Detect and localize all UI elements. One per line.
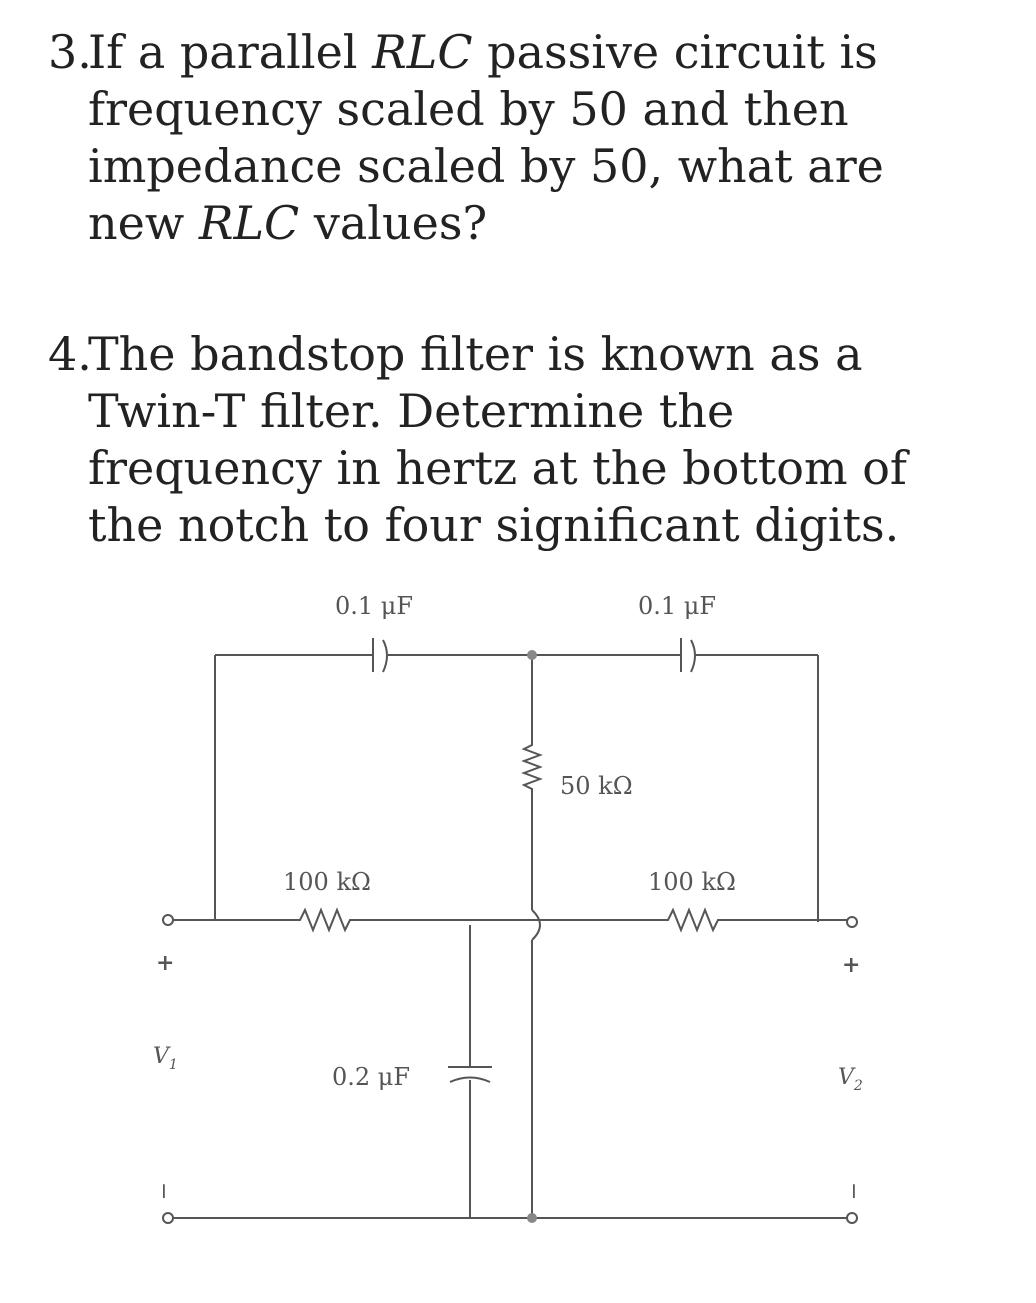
- label-res-right: 100 kΩ: [648, 868, 736, 896]
- question-4: [48, 326, 1008, 554]
- junction-dot: [527, 650, 537, 660]
- question-3: [48, 24, 1008, 252]
- label-v1: [153, 1044, 178, 1073]
- question-3-line-1: [48, 24, 1008, 81]
- label-v2: [838, 1065, 863, 1094]
- question-4-number: 4.: [48, 327, 92, 381]
- question-3-line-3: impedance scaled by 50, what are: [88, 139, 884, 193]
- label-cap-bottom: 0.2 μF: [332, 1063, 411, 1091]
- question-4-line-4: the notch to four significant digits.: [88, 498, 900, 552]
- label-cap-top-left: 0.1 μF: [335, 592, 414, 620]
- wire-crossover: [532, 910, 540, 940]
- twin-t-circuit-diagram: [0, 570, 1036, 1303]
- rlc-term: RLC: [198, 196, 300, 250]
- question-3-number: 3.: [48, 25, 92, 79]
- question-4-line-2: Twin-T filter. Determine the: [88, 384, 735, 438]
- cap-plate-curved: [383, 640, 387, 672]
- middle-horizontal-with-resistors: [172, 910, 848, 930]
- question-4-line-1: The bandstop filter is known as a: [88, 327, 863, 381]
- terminal-v2-bottom: [847, 1213, 857, 1223]
- label-res-center: 50 kΩ: [560, 772, 633, 800]
- v2-symbol: V: [838, 1065, 854, 1090]
- v1-subscript: 1: [168, 1057, 178, 1073]
- junction-dot: [527, 1213, 537, 1223]
- question-3-line-4: [48, 195, 1008, 252]
- cap-plate-curved: [691, 640, 695, 672]
- rlc-term: RLC: [372, 25, 473, 79]
- question-3-line-1-rest: passive circuit is: [472, 25, 878, 79]
- v1-plus-sign: +: [156, 950, 175, 976]
- terminal-v1-bottom: [163, 1213, 173, 1223]
- question-4-line-3: frequency in hertz at the bottom of: [88, 441, 907, 495]
- center-resistor: [524, 655, 540, 910]
- v2-subscript: 2: [853, 1078, 863, 1094]
- v1-minus-sign: −: [151, 1182, 176, 1201]
- question-3-line-4-rest: values?: [299, 196, 488, 250]
- question-3-line-2: frequency scaled by 50 and then: [88, 82, 849, 136]
- v2-minus-sign: −: [841, 1182, 866, 1201]
- label-cap-top-right: 0.1 μF: [638, 592, 717, 620]
- label-res-left: 100 kΩ: [283, 868, 371, 896]
- v1-symbol: V: [153, 1044, 169, 1069]
- question-3-line-4-text: new: [88, 196, 199, 250]
- v2-plus-sign: +: [842, 952, 861, 978]
- terminal-v2-top: [847, 917, 857, 927]
- terminal-v1-top: [163, 915, 173, 925]
- question-3-line-1-text: If a parallel: [88, 25, 373, 79]
